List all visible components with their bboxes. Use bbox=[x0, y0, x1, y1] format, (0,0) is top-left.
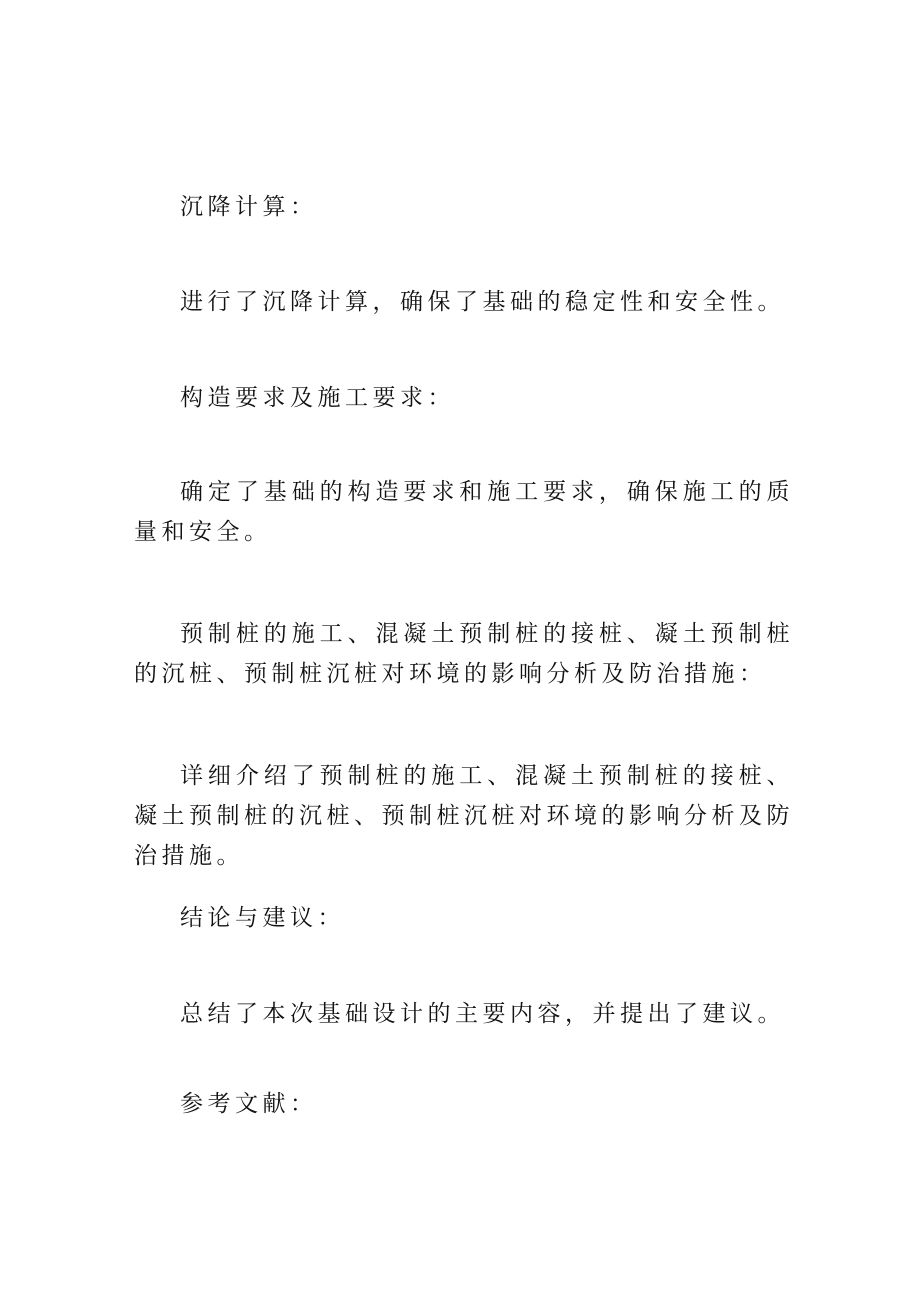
paragraph-construction-requirements: 确定了基础的构造要求和施工要求，确保施工的质量和安全。 bbox=[134, 479, 794, 545]
heading-construction-requirements: 构造要求及施工要求： bbox=[180, 385, 455, 411]
paragraph-settlement-calculation: 进行了沉降计算，确保了基础的稳定性和安全性。 bbox=[180, 289, 785, 315]
paragraph-conclusions: 总结了本次基础设计的主要内容，并提出了建议。 bbox=[180, 1001, 785, 1027]
heading-settlement-calculation: 沉降计算： bbox=[180, 194, 318, 220]
heading-references: 参考文献： bbox=[180, 1091, 318, 1117]
paragraph-precast-pile-construction: 详细介绍了预制桩的施工、混凝土预制桩的接桩、凝土预制桩的沉桩、预制桩沉桩对环境的影响分析及防治措施。 bbox=[134, 763, 794, 869]
heading-conclusions: 结论与建议： bbox=[180, 905, 345, 931]
heading-precast-pile-construction: 预制桩的施工、混凝土预制桩的接桩、凝土预制桩的沉桩、预制桩沉桩对环境的影响分析及防治措施： bbox=[134, 621, 794, 687]
